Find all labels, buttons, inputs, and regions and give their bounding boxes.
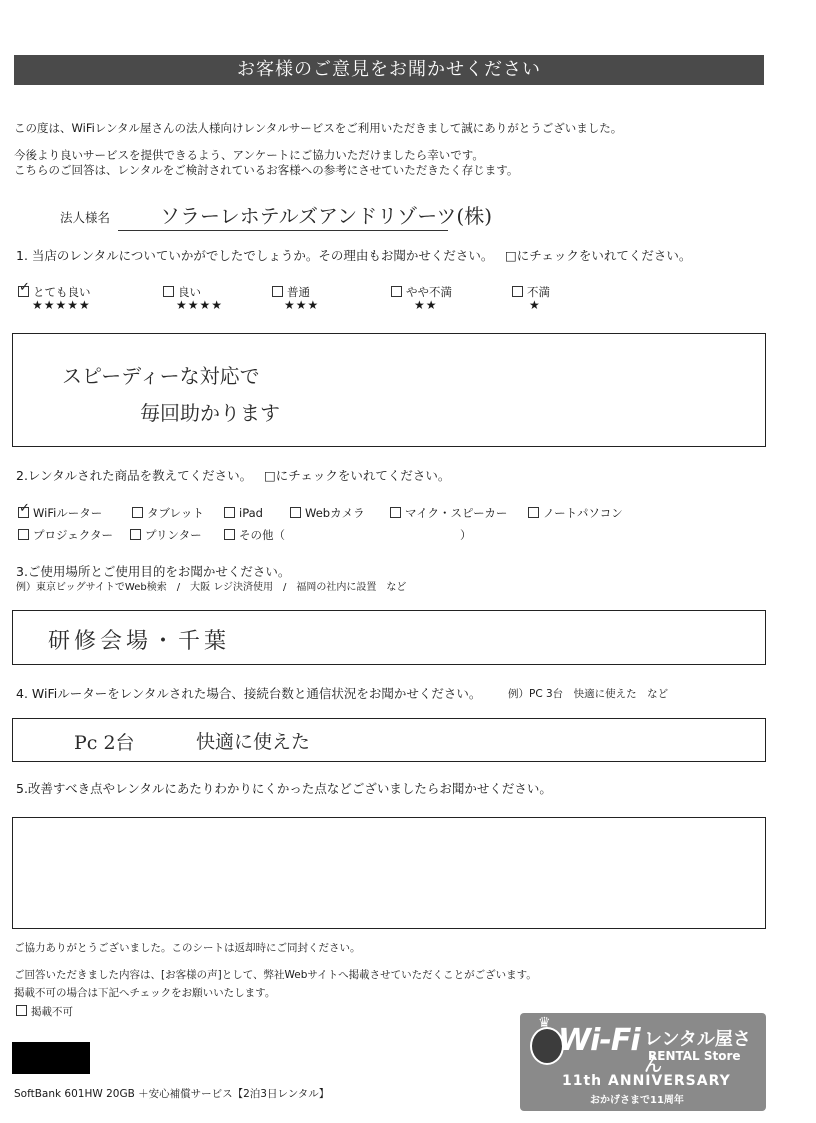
intro-line-1: この度は、WiFiレンタル屋さんの法人様向けレンタルサービスをご利用いただきまして誠にありがとうございました。 bbox=[14, 121, 623, 135]
q1-answer-line-1: スピーディーな対応で bbox=[62, 364, 260, 388]
logo-rental-text: レンタル屋さん bbox=[644, 1029, 751, 1076]
crown-icon: ♛ bbox=[538, 1015, 551, 1031]
product-mic-speaker[interactable]: マイク・スピーカー bbox=[390, 505, 507, 521]
stars-4: ★★★★ bbox=[176, 298, 224, 312]
checkbox-mic-speaker[interactable] bbox=[390, 507, 401, 518]
checkbox-optout[interactable] bbox=[16, 1005, 27, 1016]
stars-1: ★ bbox=[529, 298, 541, 312]
checkbox-notebook-pc[interactable] bbox=[528, 507, 539, 518]
q4-example: 例）PC 3台 快適に使えた など bbox=[508, 688, 669, 700]
q1-answer-box[interactable] bbox=[12, 333, 766, 447]
page-title: お客様のご意見をお聞かせください bbox=[14, 55, 764, 85]
optout-option[interactable]: 掲載不可 bbox=[16, 1004, 73, 1020]
q1-option-dissatisfied[interactable]: 不満 bbox=[512, 284, 550, 300]
company-label: 法人様名 bbox=[60, 210, 111, 225]
product-tablet[interactable]: タブレット bbox=[132, 505, 204, 521]
q3-question: 3.ご使用場所とご使用目的をお聞かせください。 bbox=[16, 564, 291, 579]
logo-anniversary: 11th ANNIVERSARY bbox=[562, 1073, 731, 1089]
checkbox-web-camera[interactable] bbox=[290, 507, 301, 518]
product-ipad[interactable]: iPad bbox=[224, 505, 263, 521]
q1-question: 1. 当店のレンタルについていかがでしたでしょうか。その理由もお聞かせください。 bbox=[16, 248, 494, 263]
checkbox-very-good[interactable] bbox=[18, 286, 29, 297]
checkbox-other[interactable] bbox=[224, 529, 235, 540]
checkbox-tablet[interactable] bbox=[132, 507, 143, 518]
company-name-field[interactable]: ソラーレホテルズアンドリゾーツ(株) bbox=[160, 204, 493, 228]
product-info: SoftBank 601HW 20GB ＋安心補償サービス【2泊3日レンタル】 bbox=[14, 1088, 330, 1100]
q2-instruction: □にチェックをいれてください。 bbox=[264, 468, 451, 483]
product-other[interactable]: その他（ bbox=[224, 527, 285, 543]
q1-answer-line-2: 毎回助かります bbox=[140, 401, 280, 425]
product-printer[interactable]: プリンター bbox=[130, 527, 202, 543]
logo-wifi-text: Wi-Fi bbox=[558, 1023, 640, 1058]
checkbox-wifi-router[interactable] bbox=[18, 507, 29, 518]
product-notebook-pc[interactable]: ノートパソコン bbox=[528, 505, 623, 521]
checkbox-good[interactable] bbox=[163, 286, 174, 297]
product-other-close: ） bbox=[460, 528, 472, 542]
q1-option-normal[interactable]: 普通 bbox=[272, 284, 310, 300]
footer-note-1: ご回答いただきました内容は、[お客様の声]として、弊社Webサイトへ掲載させていただくことがございます。 bbox=[14, 969, 537, 981]
q5-answer-box[interactable] bbox=[12, 817, 766, 929]
stars-2: ★★ bbox=[414, 298, 438, 312]
footer-note-2: 掲載不可の場合は下記へチェックをお願いいたします。 bbox=[14, 987, 276, 999]
q1-option-very-good[interactable]: ✓とても良い bbox=[18, 284, 91, 300]
q3-example: 例）東京ビッグサイトでWeb検索 / 大阪 レジ決済使用 / 福岡の社内に設置 など bbox=[16, 582, 407, 593]
q4-answer-status: 快適に使えた bbox=[196, 731, 311, 753]
intro-line-2: 今後より良いサービスを提供できるよう、アンケートにご協力いただけましたら幸いです。 bbox=[14, 148, 484, 162]
checkbox-ipad[interactable] bbox=[224, 507, 235, 518]
q5-question: 5.改善すべき点やレンタルにあたりわかりにくかった点などございましたらお聞かせください。 bbox=[16, 781, 552, 796]
checkbox-printer[interactable] bbox=[130, 529, 141, 540]
checkbox-somewhat-dissatisfied[interactable] bbox=[391, 286, 402, 297]
intro-line-3: こちらのご回答は、レンタルをご検討されているお客様への参考にさせていただきたく存じます。 bbox=[14, 163, 519, 177]
q4-answer-devices: Pc 2台 bbox=[74, 732, 135, 754]
q1-option-somewhat-dissatisfied[interactable]: やや不満 bbox=[391, 284, 452, 300]
q2-question: 2.レンタルされた商品を教えてください。 bbox=[16, 468, 253, 483]
brand-logo bbox=[520, 1013, 766, 1111]
q4-question: 4. WiFiルーターをレンタルされた場合、接続台数と通信状況をお聞かせください。 bbox=[16, 686, 482, 701]
product-projector[interactable]: プロジェクター bbox=[18, 527, 113, 543]
footer-thanks: ご協力ありがとうございました。このシートは返却時にご同封ください。 bbox=[14, 942, 361, 954]
product-wifi-router[interactable]: ✓WiFiルーター bbox=[18, 505, 102, 521]
checkbox-dissatisfied[interactable] bbox=[512, 286, 523, 297]
q3-answer: 研修会場・千葉 bbox=[48, 629, 231, 654]
checkbox-normal[interactable] bbox=[272, 286, 283, 297]
q1-option-good[interactable]: 良い bbox=[163, 284, 201, 300]
redaction-block bbox=[12, 1042, 90, 1074]
q1-instruction: □にチェックをいれてください。 bbox=[505, 248, 692, 263]
logo-anniversary-sub: おかげさまで11周年 bbox=[590, 1095, 684, 1106]
stars-3: ★★★ bbox=[284, 298, 320, 312]
checkbox-projector[interactable] bbox=[18, 529, 29, 540]
stars-5: ★★★★★ bbox=[32, 298, 91, 312]
product-web-camera[interactable]: Webカメラ bbox=[290, 505, 365, 521]
logo-rental-store: RENTAL Store bbox=[648, 1049, 741, 1063]
company-underline bbox=[118, 230, 448, 231]
